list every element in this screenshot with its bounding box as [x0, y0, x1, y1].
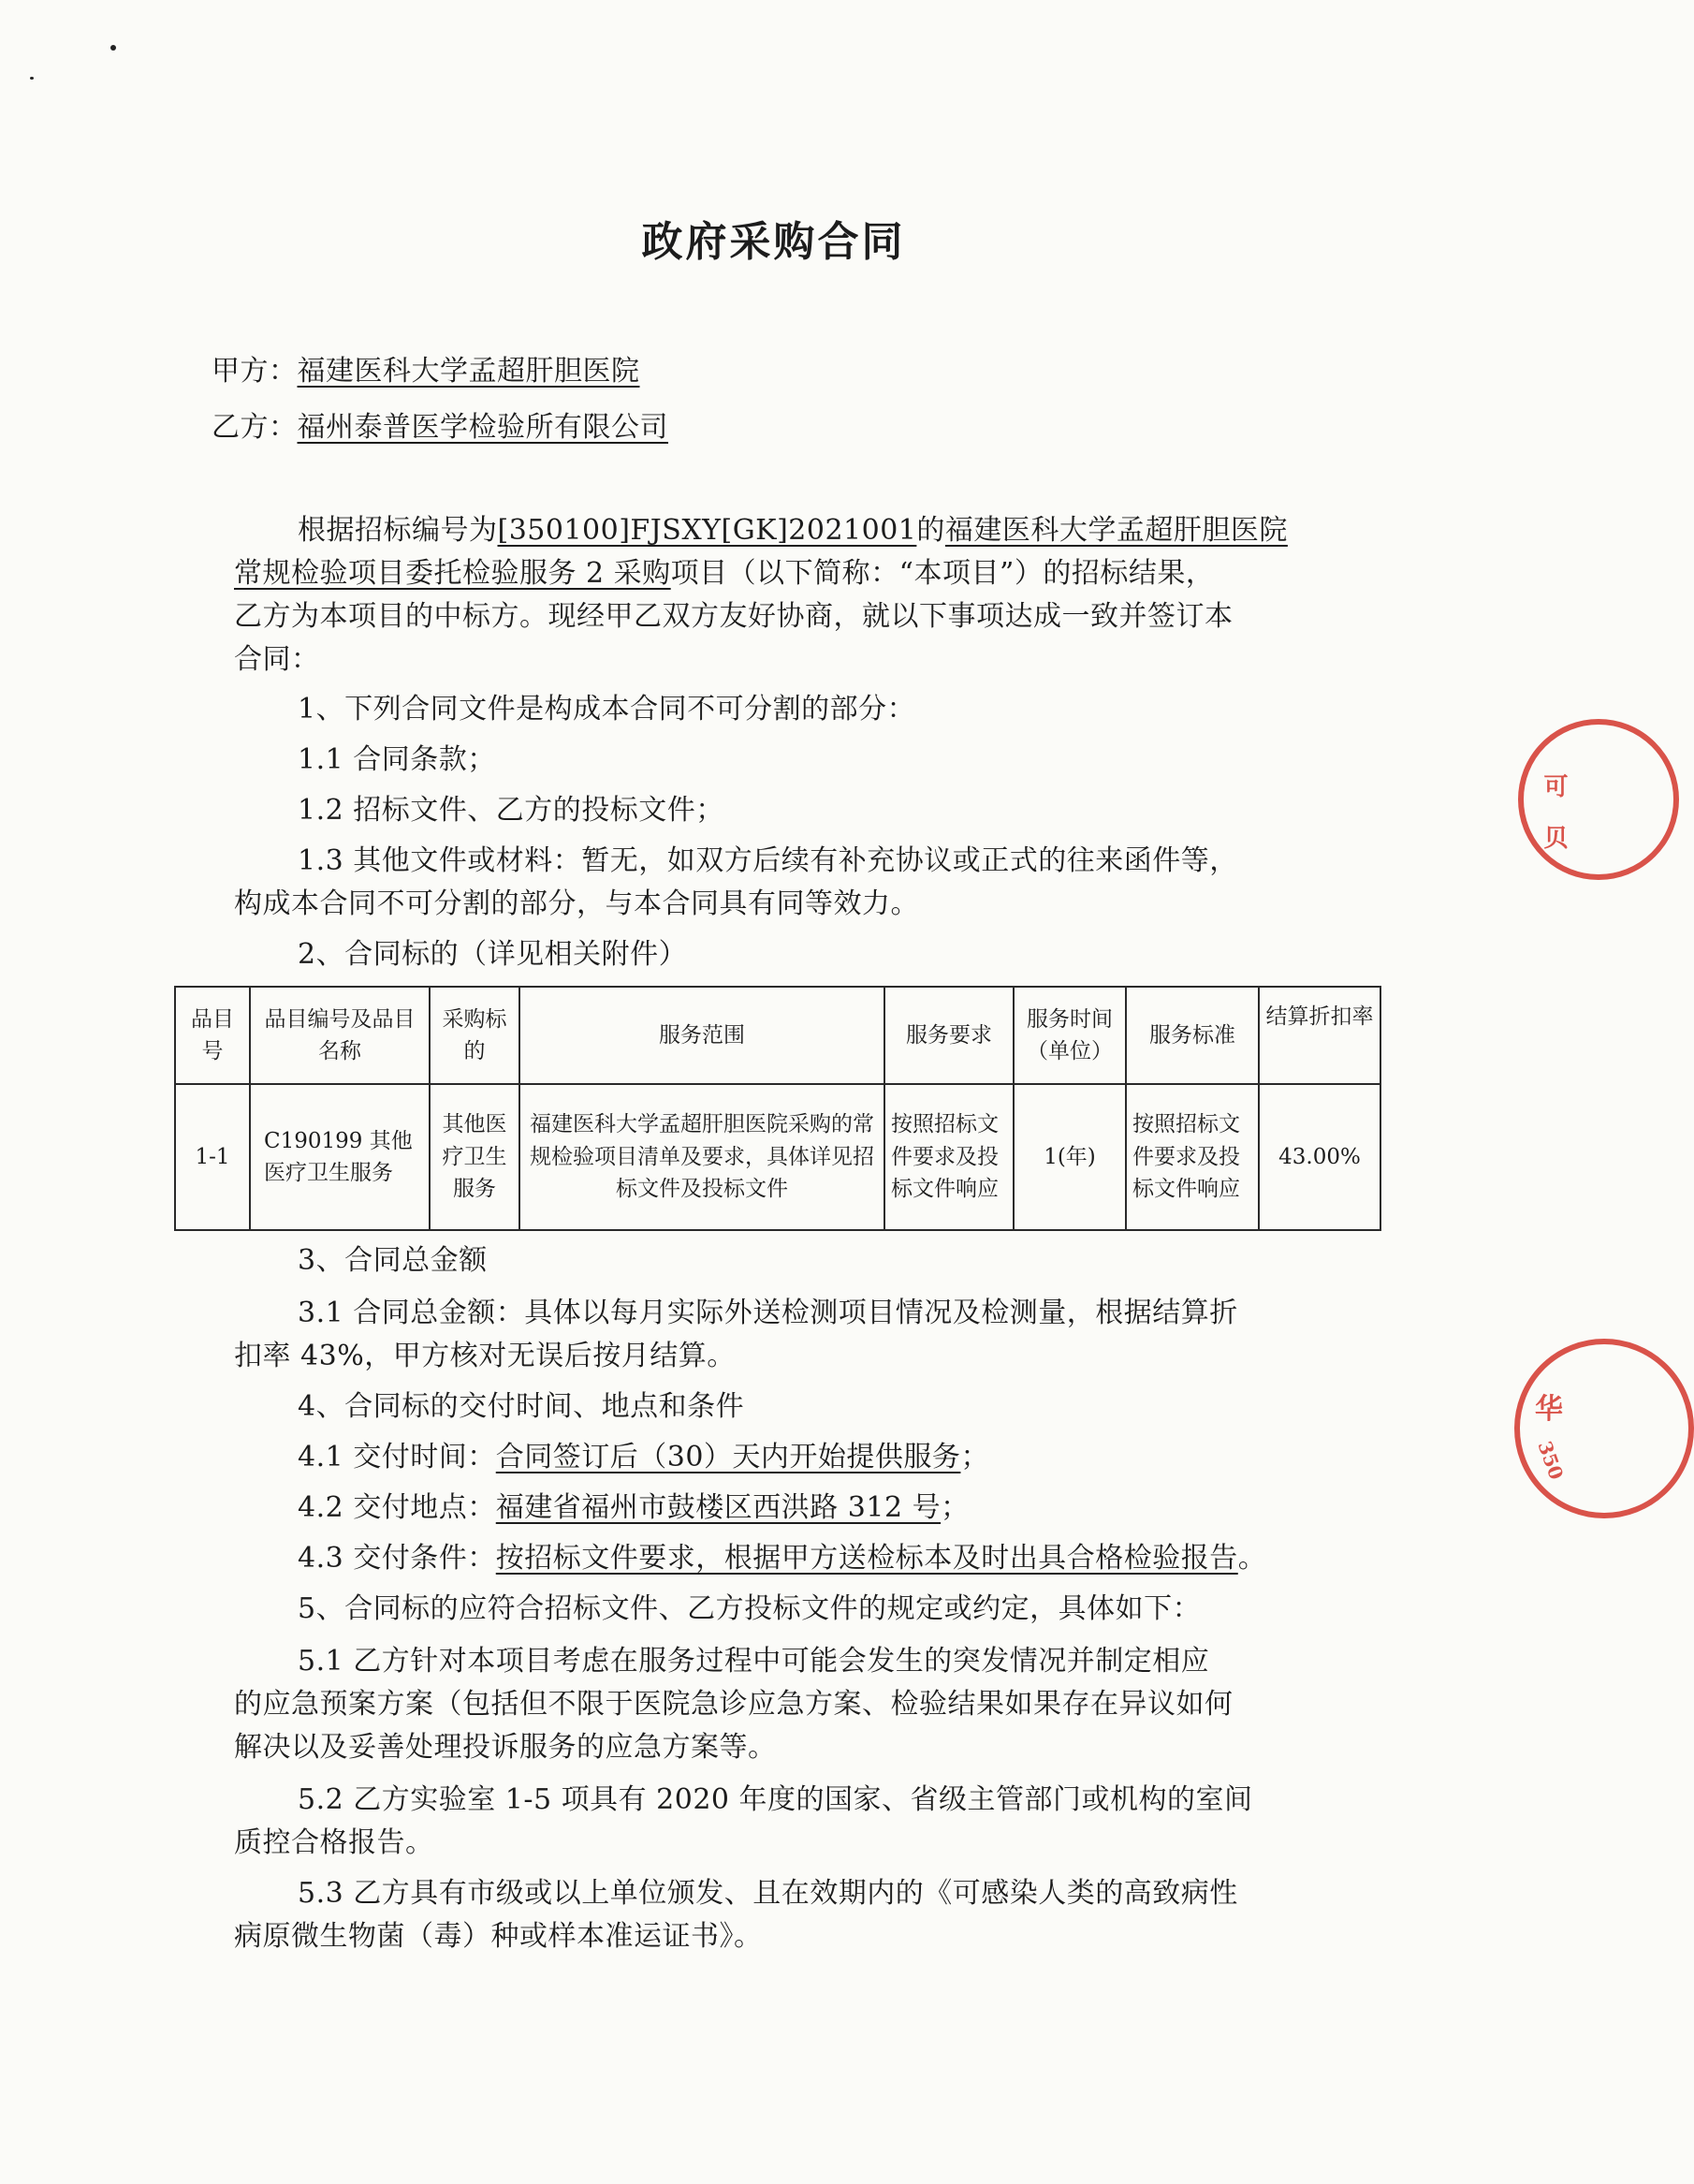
clause-5-1-line-1: 5.1 乙方针对本项目考虑在服务过程中可能会发生的突发情况并制定相应	[298, 1645, 1210, 1678]
table-row	[175, 1084, 1380, 1230]
clause-label: 4.3 交付条件：	[298, 1542, 496, 1575]
clause-3-1-line-2: 扣率 43%，甲方核对无误后按月结算。	[234, 1340, 736, 1372]
seal-text: 可 贝	[1540, 773, 1568, 859]
clause-label: 4.1 交付时间：	[298, 1441, 496, 1473]
punctuation: ；	[941, 1491, 970, 1524]
clause-5-3-line-2: 病原微生物菌（毒）种或样本准运证书》。	[234, 1920, 763, 1953]
red-seal-top	[1518, 719, 1679, 880]
delivery-conditions: 按招标文件要求，根据甲方送检标本及时出具合格检验报告	[495, 1542, 1238, 1575]
section-5-heading: 5、合同标的应符合招标文件、乙方投标文件的规定或约定，具体如下：	[298, 1592, 1202, 1625]
clause-3-1-line-1: 3.1 合同总金额：具体以每月实际外送检测项目情况及检测量，根据结算折	[298, 1297, 1238, 1329]
intro-line-4: 合同：	[234, 643, 320, 676]
party-a-name: 福建医科大学孟超肝胆医院	[297, 355, 640, 388]
col-header: 服务时间（单位）	[1014, 987, 1126, 1084]
intro-line-2	[234, 557, 1215, 590]
intro-text: 项目（以下简称：“本项目”）的招标结果，	[670, 557, 1215, 590]
clause-5-3-line-1: 5.3 乙方具有市级或以上单位颁发、且在效期内的《可感染人类的高致病性	[298, 1877, 1238, 1910]
seal-text: 华	[1535, 1393, 1563, 1426]
red-seal-bottom	[1514, 1339, 1694, 1518]
clause-4-2	[298, 1491, 970, 1524]
table-cell: 按照招标文件要求及投标文件响应	[884, 1084, 1014, 1230]
party-a-line	[212, 355, 640, 388]
clause-label: 4.2 交付地点：	[298, 1491, 496, 1524]
section-3-heading: 3、合同总金额	[298, 1244, 488, 1277]
col-header: 采购标的	[430, 987, 519, 1084]
delivery-time: 合同签订后（30）天内开始提供服务	[495, 1441, 961, 1473]
intro-text: 根据招标编号为	[298, 514, 498, 547]
col-header: 品目编号及品目名称	[250, 987, 430, 1084]
clause-5-1-line-3: 解决以及妥善处理投诉服务的应急方案等。	[234, 1731, 777, 1764]
contract-items-table	[174, 986, 1381, 1231]
party-b-label: 乙方：	[212, 411, 298, 444]
table-cell: 其他医疗卫生服务	[430, 1084, 519, 1230]
intro-line-1	[298, 514, 1288, 547]
project-name-part1: 福建医科大学孟超肝胆医院	[944, 514, 1288, 547]
clause-5-2-line-1: 5.2 乙方实验室 1-5 项具有 2020 年度的国家、省级主管部门或机构的室间	[298, 1783, 1253, 1816]
party-b-line	[212, 411, 668, 444]
scan-speck	[110, 45, 116, 51]
clause-4-3	[298, 1542, 1267, 1575]
col-header: 服务标准	[1126, 987, 1259, 1084]
intro-text: 的	[916, 514, 945, 547]
section-1-heading: 1、下列合同文件是构成本合同不可分割的部分：	[298, 693, 916, 726]
col-header: 结算折扣率	[1259, 987, 1380, 1084]
project-name-part2: 常规检验项目委托检验服务 2 采购	[234, 557, 671, 590]
clause-5-1-line-2: 的应急预案方案（包括但不限于医院急诊应急方案、检验结果如果存在异议如何	[234, 1688, 1234, 1721]
clause-1-3-line-1: 1.3 其他文件或材料：暂无，如双方后续有补充协议或正式的往来函件等，	[298, 844, 1238, 877]
punctuation: 。	[1237, 1542, 1267, 1575]
table-cell: 1(年)	[1014, 1084, 1126, 1230]
clause-4-1	[298, 1441, 989, 1473]
table-cell: C190199 其他医疗卫生服务	[250, 1084, 430, 1230]
clause-1-2: 1.2 招标文件、乙方的投标文件；	[298, 794, 724, 827]
document-title: 政府采购合同	[641, 218, 906, 266]
col-header: 服务要求	[884, 987, 1014, 1084]
tender-number: [350100]FJSXY[GK]2021001	[497, 514, 917, 547]
table-cell: 1-1	[175, 1084, 250, 1230]
table-cell: 43.00%	[1259, 1084, 1380, 1230]
delivery-location: 福建省福州市鼓楼区西洪路 312 号	[495, 1491, 942, 1524]
intro-line-3: 乙方为本项目的中标方。现经甲乙双方友好协商，就以下事项达成一致并签订本	[234, 600, 1234, 633]
scan-speck	[30, 77, 34, 80]
table-cell: 福建医科大学孟超肝胆医院采购的常规检验项目清单及要求，具体详见招标文件及投标文件	[519, 1084, 884, 1230]
table-header-row	[175, 987, 1380, 1084]
seal-text: 350	[1533, 1438, 1569, 1483]
party-a-label: 甲方：	[212, 355, 298, 388]
section-2-heading: 2、合同标的（详见相关附件）	[298, 938, 688, 971]
party-b-name: 福州泰普医学检验所有限公司	[297, 411, 668, 444]
punctuation: ；	[960, 1441, 989, 1473]
clause-1-3-line-2: 构成本合同不可分割的部分，与本合同具有同等效力。	[234, 887, 919, 920]
col-header: 品目号	[175, 987, 250, 1084]
clause-5-2-line-2: 质控合格报告。	[234, 1826, 434, 1859]
table-cell: 按照招标文件要求及投标文件响应	[1126, 1084, 1259, 1230]
col-header: 服务范围	[519, 987, 884, 1084]
section-4-heading: 4、合同标的交付时间、地点和条件	[298, 1390, 745, 1423]
clause-1-1: 1.1 合同条款；	[298, 743, 496, 776]
